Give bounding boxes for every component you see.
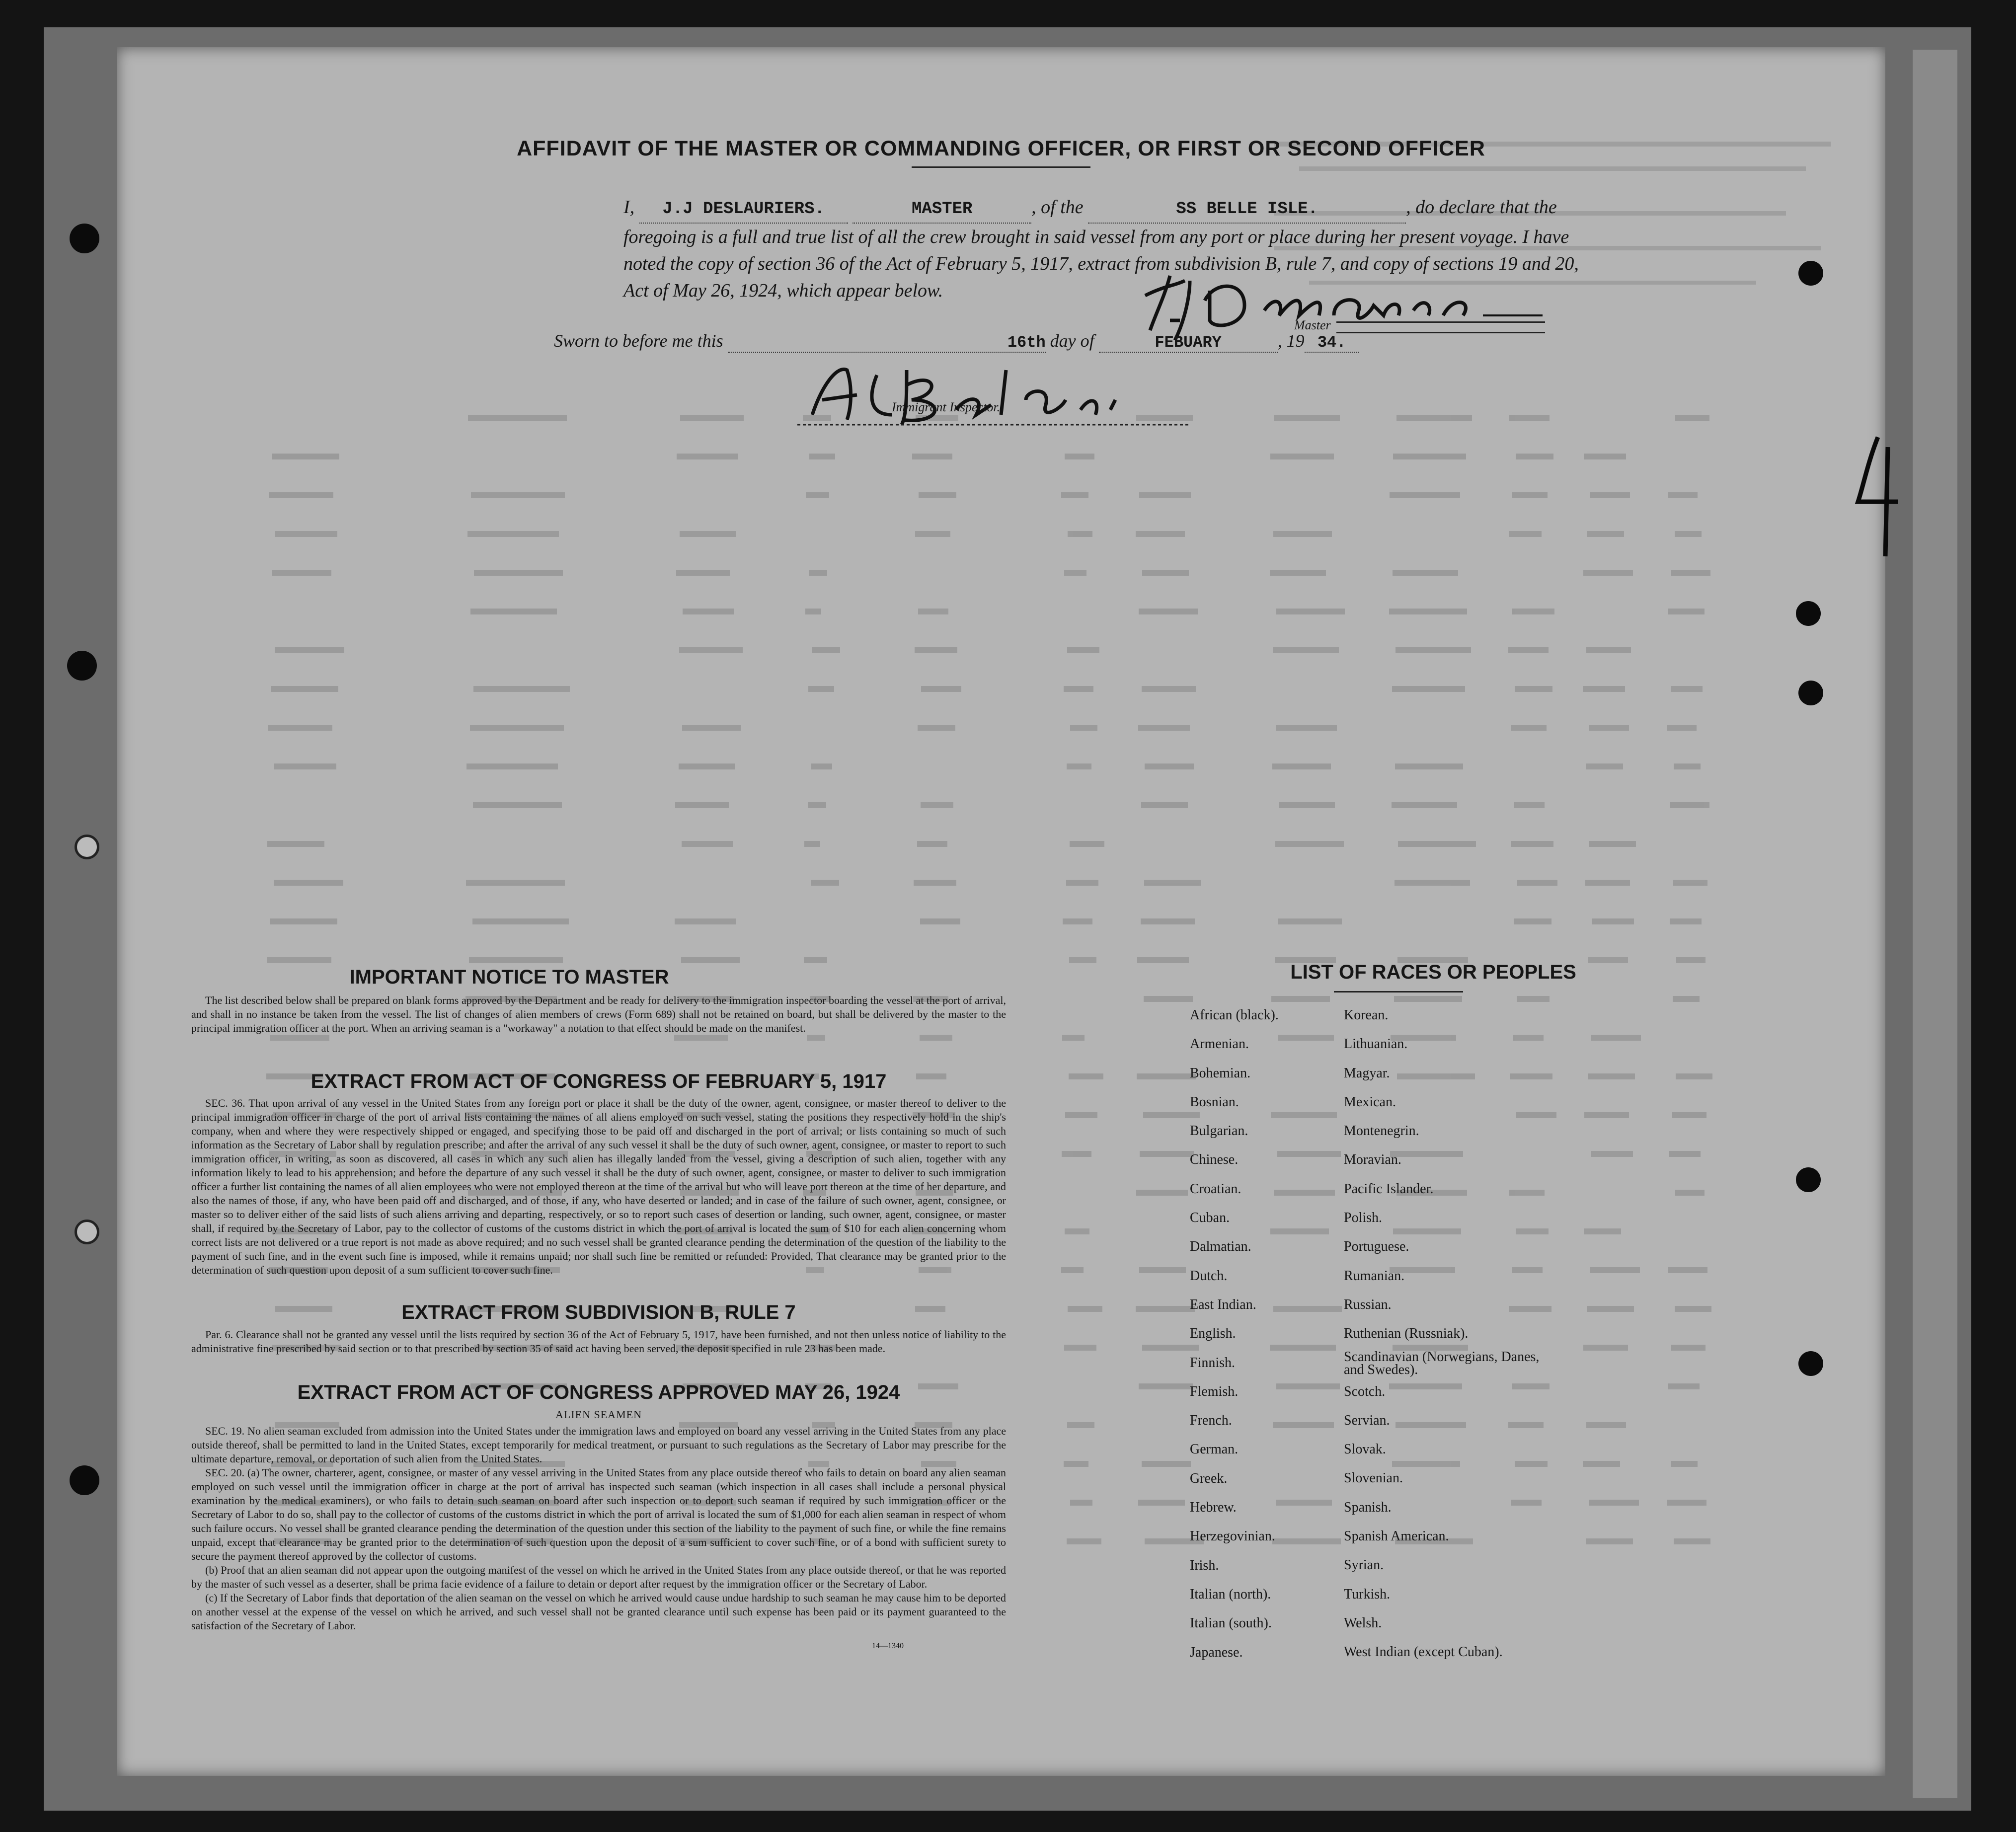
bleed-mark [1145, 763, 1194, 769]
race-item: English. [1190, 1326, 1236, 1342]
race-item: Scandinavian (Norwegians, Danes, and Swedes). [1344, 1349, 1540, 1377]
sec-20c-paragraph: (c) If the Secretary of Labor finds that deportation of the alien seaman on the vessel on which he arrived would cause undue hardship to such seaman he may cause him to be deported on another vessel at the expense of the vessel on which he arrived, and such vessel shall not be granted clearance until such expense has been paid or its payment guaranteed to the satisfaction of the Secretary of Labor. [191, 1592, 1006, 1632]
bleed-mark [808, 802, 826, 808]
bleed-mark [1676, 1073, 1712, 1079]
bleed-mark [1273, 1306, 1342, 1312]
races-title: LIST OF RACES OR PEOPLES [1290, 961, 1576, 983]
bleed-mark [1273, 531, 1332, 537]
bleed-mark [811, 763, 832, 769]
bleed-mark [1591, 1151, 1633, 1157]
bleed-mark [683, 609, 734, 614]
race-item: Montenegrin. [1344, 1123, 1419, 1139]
bleed-mark [1069, 957, 1096, 963]
bleed-mark [918, 725, 955, 731]
bleed-mark [1064, 1461, 1088, 1467]
bleed-mark [1070, 725, 1097, 731]
notice-text [191, 993, 1006, 1035]
do-declare-text: , do declare [1406, 197, 1495, 218]
bleed-mark [1139, 1383, 1193, 1389]
bleed-mark [1062, 1151, 1091, 1157]
bleed-mark [1675, 415, 1709, 421]
bleed-mark [1141, 802, 1188, 808]
bleed-mark [1667, 725, 1697, 731]
declaration-prefix: I, [623, 197, 635, 218]
bleed-mark [1066, 880, 1098, 886]
bleed-mark [918, 609, 948, 614]
bleed-mark [1396, 415, 1472, 421]
race-item: Bulgarian. [1190, 1123, 1248, 1139]
margin-mark [1848, 432, 1908, 561]
bleed-mark [1584, 1112, 1629, 1118]
bleed-mark [804, 841, 820, 847]
bleed-mark [1674, 1538, 1710, 1544]
bleed-mark [914, 880, 956, 886]
bleed-mark [804, 957, 827, 963]
bleed-mark [473, 686, 570, 692]
bleed-mark [1671, 1461, 1698, 1467]
bleed-mark [1669, 1151, 1701, 1157]
bleed-mark [1067, 647, 1099, 653]
binder-hole [1796, 601, 1821, 626]
bleed-mark [806, 492, 829, 498]
bleed-mark [915, 647, 957, 653]
bleed-mark [1673, 880, 1707, 886]
bleed-mark [1583, 1461, 1620, 1467]
bleed-mark [1583, 570, 1633, 576]
bleed-mark [1514, 918, 1551, 924]
race-item: Ruthenian (Russniak). [1344, 1326, 1469, 1342]
bleed-mark [675, 918, 736, 924]
bleed-mark [1668, 609, 1705, 614]
bleed-mark [1061, 1267, 1084, 1273]
bleed-mark [680, 415, 744, 421]
race-item: Herzegovinian. [1190, 1528, 1275, 1544]
race-item: Armenian. [1190, 1036, 1249, 1052]
races-left-column [1190, 1001, 1279, 1667]
race-item: Korean. [1344, 1007, 1389, 1023]
inspector-signature [792, 355, 1200, 430]
race-item: Bohemian. [1190, 1065, 1251, 1081]
bleed-mark [1139, 609, 1198, 614]
bleed-mark [1390, 492, 1460, 498]
bleed-mark [1064, 1345, 1096, 1351]
bleed-mark [471, 492, 565, 498]
bleed-mark [912, 454, 952, 459]
bleed-mark [679, 647, 743, 653]
affidavit-page [117, 47, 1885, 1776]
bleed-mark [1068, 1306, 1102, 1312]
bleed-mark [1393, 454, 1466, 459]
race-item: Pacific Islander. [1344, 1181, 1434, 1197]
bleed-mark [1588, 1073, 1635, 1079]
bleed-mark [1392, 802, 1457, 808]
binder-ring [75, 835, 99, 859]
bleed-mark [1389, 609, 1467, 614]
bleed-mark [1067, 1422, 1094, 1428]
race-item: African (black). [1190, 1007, 1279, 1023]
bleed-mark [268, 725, 332, 731]
race-item: Bosnian. [1190, 1094, 1239, 1110]
bleed-mark [1142, 1461, 1191, 1467]
race-item: Italian (north). [1190, 1586, 1271, 1602]
bleed-mark [681, 957, 740, 963]
bleed-mark [1508, 647, 1549, 653]
bleed-mark [274, 880, 343, 886]
bleed-mark [1392, 686, 1465, 692]
bleed-mark [1511, 725, 1547, 731]
binder-hole [70, 224, 99, 253]
bleed-mark [919, 492, 956, 498]
bleed-mark [1671, 570, 1710, 576]
binder-hole [1798, 681, 1823, 705]
bleed-mark [1273, 1422, 1334, 1428]
bleed-mark [1509, 531, 1542, 537]
inspector-caption: Immigrant Inspector. [892, 400, 1001, 414]
bleed-mark [1670, 918, 1702, 924]
race-item: Slovenian. [1344, 1470, 1403, 1486]
bleed-mark [1273, 647, 1339, 653]
extract-1917-text [191, 1096, 1006, 1277]
bleed-mark [1139, 492, 1191, 498]
race-item: Servian. [1344, 1412, 1390, 1428]
bleed-mark [920, 1035, 952, 1041]
races-title-underline [1334, 991, 1463, 992]
race-item: Slovak. [1344, 1442, 1386, 1457]
bleed-mark [1064, 570, 1086, 576]
bleed-mark [470, 725, 564, 731]
bleed-mark [1587, 1306, 1634, 1312]
race-item: Irish. [1190, 1557, 1219, 1573]
affidavit-title: AFFIDAVIT OF THE MASTER OR COMMANDING OFFICER, OR FIRST OR SECOND OFFICER [517, 137, 1485, 160]
bleed-mark [1140, 1151, 1194, 1157]
bleed-mark [466, 763, 558, 769]
sec-19-paragraph: SEC. 19. No alien seaman excluded from admission into the United States under the immigration laws and employed on board any vessel arriving in the United States from any place outside thereof, shall be permitted to land in the United States, except temporarily for medical treatment, or pursuant to such regulations as the Secretary of Labor may prescribe for the ultimate departure, removal, or deportation of such alien from the United States. [191, 1425, 1006, 1465]
bleed-mark [272, 454, 339, 459]
bleed-mark [1395, 763, 1463, 769]
bleed-mark [1276, 1500, 1332, 1506]
bleed-mark [1276, 609, 1345, 614]
bleed-mark [1271, 1112, 1337, 1118]
bleed-mark [674, 1035, 728, 1041]
race-item: Rumanian. [1344, 1268, 1405, 1284]
race-item: Welsh. [1344, 1615, 1382, 1631]
sec-20a-paragraph: SEC. 20. (a) The owner, charterer, agent, consignee, or master of any vessel arriving in the United States from any place outside thereof who fails to detain on board any alien seaman employed on such vessel until the immigration officer in charge at the port of arrival has inspected such seaman (which inspection in all cases shall include a personal physical examination by the medical examiners), or who fails to detain such seaman on board after such inspection or to deport such seaman if required by such immigration officer or the Secretary of Labor to do so, shall pay to the collector of customs of the customs district in which the port of arrival is located the sum of $1,000 for each alien seaman in respect of whom such failure occurs. No vessel shall be granted clearance pending the determination of the question under this section of the liability to the payment of such fine, or while the fine remains unpaid, except that clearance may be granted prior to the determination of such question upon the deposit of a sum sufficient to cover such fine, or of a bond with sufficient surety to secure the payment thereof approved by the collector of customs. [191, 1466, 1006, 1562]
race-item: Chinese. [1190, 1152, 1239, 1168]
bleed-mark [1583, 686, 1625, 692]
race-item: Hebrew. [1190, 1500, 1237, 1516]
bleed-mark [267, 957, 331, 963]
bleed-mark [1063, 918, 1092, 924]
day-of-text: day of [1050, 331, 1094, 351]
form-number: 14—1340 [872, 1642, 904, 1650]
race-item: West Indian (except Cuban). [1344, 1644, 1503, 1660]
bleed-mark [1139, 1267, 1186, 1273]
bleed-mark [1065, 1112, 1097, 1118]
bleed-mark [921, 802, 953, 808]
master-rank: MASTER [853, 196, 1031, 224]
bleed-mark [473, 802, 562, 808]
sworn-line [554, 330, 1597, 353]
bleed-mark [1586, 1538, 1633, 1544]
bleed-mark [809, 570, 827, 576]
bleed-mark [1275, 841, 1344, 847]
binder-hole [1798, 261, 1823, 286]
race-item: Finnish. [1190, 1355, 1236, 1371]
race-item: Portuguese. [1344, 1239, 1409, 1255]
bleed-mark [270, 918, 337, 924]
bleed-mark [1517, 880, 1557, 886]
bleed-mark [915, 531, 950, 537]
back-sheet-edge [1913, 50, 1957, 1798]
race-item: Moravian. [1344, 1152, 1401, 1168]
bleed-mark [272, 570, 331, 576]
bleed-mark [1675, 531, 1702, 537]
bleed-mark [1586, 763, 1623, 769]
binder-hole [1796, 1167, 1821, 1192]
race-item: Turkish. [1344, 1586, 1391, 1602]
race-item: French. [1190, 1413, 1232, 1429]
race-item: Croatian. [1190, 1181, 1241, 1197]
race-item: Syrian. [1344, 1557, 1384, 1573]
bleed-mark [1592, 918, 1634, 924]
bleed-mark [1142, 686, 1196, 692]
bleed-mark [1061, 492, 1088, 498]
race-item: East Indian. [1190, 1297, 1256, 1312]
bleed-mark [1272, 763, 1331, 769]
bleed-mark [1270, 1228, 1329, 1234]
bleed-mark [807, 1035, 825, 1041]
bleed-mark [1277, 1151, 1341, 1157]
bleed-mark [921, 686, 961, 692]
bleed-mark [267, 841, 324, 847]
bleed-mark [1516, 454, 1553, 459]
bleed-mark [1274, 415, 1340, 421]
race-item: Flemish. [1190, 1383, 1239, 1399]
bleed-mark [1675, 1306, 1711, 1312]
bleed-mark [1674, 763, 1701, 769]
bleed-mark [1141, 918, 1195, 924]
extract-1917-title: EXTRACT FROM ACT OF CONGRESS OF FEBRUARY 5, 1917 [310, 1070, 887, 1092]
race-item: Dutch. [1190, 1268, 1228, 1284]
bleed-mark [682, 725, 741, 731]
bleed-mark [1587, 531, 1624, 537]
bleed-mark [466, 880, 565, 886]
race-item: Cuban. [1190, 1210, 1230, 1226]
master-name: J.J DESLAURIERS. [639, 196, 848, 224]
bleed-mark [680, 531, 736, 537]
bleed-mark [274, 763, 336, 769]
bleed-mark [682, 841, 733, 847]
bleed-mark [1512, 492, 1548, 498]
alien-seamen-subtitle: ALIEN SEAMEN [555, 1408, 642, 1421]
sworn-day: 16th [728, 333, 1046, 353]
race-item: Italian (south). [1190, 1615, 1272, 1631]
bleed-mark [270, 1035, 329, 1041]
title-underline [912, 166, 1090, 168]
bleed-mark [809, 454, 835, 459]
bleed-mark [1278, 918, 1342, 924]
bleed-mark [811, 880, 839, 886]
bleed-mark [1671, 1345, 1706, 1351]
extract-1924-title: EXTRACT FROM ACT OF CONGRESS APPROVED MAY 26, 1924 [297, 1381, 900, 1403]
bleed-mark [1067, 763, 1091, 769]
extract-b7-text [191, 1328, 1006, 1356]
bleed-mark [1591, 1035, 1641, 1041]
year-prefix: , 19 [1277, 331, 1305, 351]
bleed-mark [1136, 1190, 1188, 1196]
bleed-mark [679, 763, 735, 769]
bleed-mark [1396, 647, 1471, 653]
bleed-mark [1142, 570, 1189, 576]
bleed-mark [1514, 802, 1545, 808]
bleed-mark [1144, 880, 1201, 886]
extract-b7-title: EXTRACT FROM SUBDIVISION B, RULE 7 [401, 1301, 796, 1323]
bleed-mark [271, 686, 338, 692]
bleed-mark [1067, 1538, 1101, 1544]
bleed-mark [275, 647, 344, 653]
bleed-mark [1509, 415, 1550, 421]
bleed-mark [1511, 841, 1553, 847]
bleed-mark [469, 957, 563, 963]
race-item: Japanese. [1190, 1644, 1243, 1660]
bleed-mark [1276, 1383, 1340, 1389]
bleed-mark [675, 802, 729, 808]
bleed-mark [1512, 609, 1554, 614]
bleed-mark [1671, 686, 1703, 692]
race-item: German. [1190, 1442, 1239, 1457]
sworn-year: 34. [1305, 333, 1359, 353]
bleed-mark [1393, 570, 1458, 576]
sworn-month: FEBUARY [1099, 333, 1278, 353]
race-item: Scotch. [1344, 1383, 1386, 1399]
bleed-mark [468, 415, 567, 421]
bleed-mark [808, 686, 834, 692]
bleed-mark [1676, 957, 1706, 963]
notice-title: IMPORTANT NOTICE TO MASTER [349, 966, 669, 988]
bleed-mark [1136, 531, 1185, 537]
bleed-mark [1138, 1500, 1185, 1506]
section-36-paragraph: SEC. 36. That upon arrival of any vessel in the United States from any foreign port or place it shall be the duty of the owner, agent, consignee, or master thereof to deliver to the principal immigration officer in charge of the port of arrival lists containing the names of all aliens employed on such vessel, stating the positions they respectively hold in the ship's company, when and where they were respectively shipped or engaged, and specifying those to be paid off and discharged in the port of arrival; or lists containing so much of such information as the Secretary of Labor shall by regulation prescribe; and after the arrival of any such vessel it shall be the duty of such owner, agent, consignee, or master to report to such immigration officer, in writing, as soon as discovered, all cases in which any such alien has illegally landed from the vessel, giving a description of such alien, together with any information likely to lead to his apprehension; and before the departure of any such vessel it shall be the duty of such owner, agent, consignee, or master to deliver to such immigration officer a further list containing the names of all alien employees who were not employed thereon at the time of the arrival but who will leave port thereon at the time of her departure, and also the names of those, if any, who have been paid off and discharged, and of those, if any, who have deserted or landed; and in case of the failure of such owner, agent, consignee, or master so to deliver either of the said lists of such aliens arriving and departing, respectively, or so to report such cases of desertion or landing, such owner, agent, consignee, or master shall, if required by the Secretary of Labor, pay to the collector of customs of the customs district in which the port of arrival is located the sum of $10 for each alien concerning whom correct lists are not delivered or a true report is not made as above required; and no such vessel shall be granted clearance pending the determination of the question of the liability to the payment of such fine, and in the event such fine is imposed, while it remains unpaid; nor shall such fine be remitted or refunded: Provided, That clearance may be granted prior to the determination of such question upon deposit of a sum sufficient to cover such fine. [191, 1097, 1006, 1276]
race-item: Spanish. [1344, 1499, 1392, 1515]
bleed-mark [467, 531, 559, 537]
bleed-mark [1065, 1228, 1089, 1234]
bleed-mark [1668, 1267, 1707, 1273]
bleed-mark [1068, 531, 1092, 537]
bleed-mark [1279, 802, 1335, 808]
extract-1924-text [191, 1424, 1006, 1633]
bleed-mark [1672, 1112, 1706, 1118]
binder-hole [1798, 1351, 1823, 1376]
bleed-mark [1069, 1073, 1103, 1079]
bleed-mark [1670, 802, 1709, 808]
bleed-mark [1144, 996, 1193, 1002]
of-the-text: , of the [1031, 197, 1084, 218]
bleed-mark [1667, 1500, 1706, 1506]
bleed-mark [1136, 1306, 1195, 1312]
bleed-mark [1589, 725, 1629, 731]
race-item: Magyar. [1344, 1065, 1390, 1081]
master-caption: Master [1294, 318, 1331, 332]
bleed-mark [275, 531, 337, 537]
bleed-mark [1398, 841, 1476, 847]
sec-20b-paragraph: (b) Proof that an alien seaman did not appear upon the outgoing manifest of the vessel on which he arrived in the United States from any place outside thereof, or that he was reported by the master of such vessel as a deserter, shall be prima facie evidence of a failure to detain or deport after request by the immigration officer or the Secretary of Labor. [191, 1564, 1006, 1590]
bleed-mark [1270, 454, 1334, 459]
bleed-mark [805, 609, 821, 614]
bleed-mark [1584, 1228, 1621, 1234]
bleed-mark [470, 609, 557, 614]
bleed-mark [1065, 454, 1094, 459]
bleed-mark [1585, 880, 1630, 886]
bleed-mark [812, 647, 840, 653]
race-item: Russian. [1344, 1297, 1392, 1312]
bleed-mark [1586, 1422, 1626, 1428]
race-item: Polish. [1344, 1210, 1383, 1226]
bleed-mark [1270, 570, 1326, 576]
race-item: Mexican. [1344, 1094, 1396, 1110]
vessel-name: SS BELLE ISLE. [1088, 196, 1406, 224]
bleed-mark [1276, 725, 1337, 731]
bleed-mark [1395, 880, 1470, 886]
bleed-mark [920, 918, 960, 924]
bleed-mark [1675, 1190, 1705, 1196]
bleed-mark [1070, 841, 1104, 847]
bleed-mark [1668, 1383, 1700, 1389]
race-item: Greek. [1190, 1470, 1228, 1486]
bleed-mark [1064, 686, 1093, 692]
bleed-mark [472, 918, 569, 924]
bleed-mark [1070, 1500, 1092, 1506]
declaration-body: that the foregoing is a full and true list of all the crew brought in said vessel from any port or place during her present voyage. I have noted the copy of section 36 of the Act of February 5, 1917, extract from subdivision B, rule 7, and copy of sections 19 and 20, Act of May 26, 1924, which appear below. [623, 197, 1579, 301]
bleed-mark [1673, 996, 1700, 1002]
bleed-mark [1271, 996, 1330, 1002]
bleed-mark [1062, 1035, 1085, 1041]
bleed-mark [676, 570, 730, 576]
bleed-mark [1584, 454, 1626, 459]
race-item: Lithuanian. [1344, 1036, 1408, 1052]
bleed-mark [1589, 841, 1636, 847]
bleed-mark [1590, 1267, 1640, 1273]
bleed-mark [1583, 1345, 1628, 1351]
bleed-mark [1515, 686, 1552, 692]
bleed-mark [1589, 1500, 1639, 1506]
bleed-mark [1668, 492, 1698, 498]
bleed-mark [1138, 725, 1190, 731]
notice-paragraph: The list described below shall be prepared on blank forms approved by the Department and be ready for delivery to the immigration inspector boarding the vessel at the port of arrival, and shall in no instance be taken from the vessel. The list of changes of alien members of crews (Form 689) shall not be retained on board, but shall be delivered by the master to the principal immigration officer at the port. When an arriving seaman is a "workaway" a notation to that effect should be made on the manifest. [191, 994, 1006, 1034]
race-item: Spanish American. [1344, 1528, 1449, 1544]
binder-hole [67, 651, 97, 681]
bleed-mark [1137, 1073, 1196, 1079]
bleed-mark [1137, 957, 1189, 963]
sworn-prefix: Sworn to before me this [554, 331, 723, 351]
binder-hole [70, 1465, 99, 1495]
bleed-mark [677, 454, 738, 459]
bleed-mark [1590, 492, 1630, 498]
bleed-mark [474, 570, 563, 576]
races-right-column [1344, 1001, 1552, 1667]
bleed-mark [917, 841, 947, 847]
bleed-mark [1278, 1035, 1334, 1041]
bleed-mark [1586, 647, 1631, 653]
par-6-paragraph: Par. 6. Clearance shall not be granted any vessel until the lists required by section 36 of the Act of February 5, 1917, have been furnished, and not then unless notice of liability to the administrative fine prescribed by said section or to that prescribed by section 35 of said act having been served, the deposit specified in rule 23 has been made. [191, 1328, 1006, 1355]
race-item: Dalmatian. [1190, 1239, 1251, 1255]
bleed-mark [269, 492, 333, 498]
bleed-mark [1272, 1538, 1341, 1544]
binder-ring [75, 1220, 99, 1244]
bleed-mark [1270, 1345, 1336, 1351]
bleed-mark [1274, 1190, 1335, 1196]
